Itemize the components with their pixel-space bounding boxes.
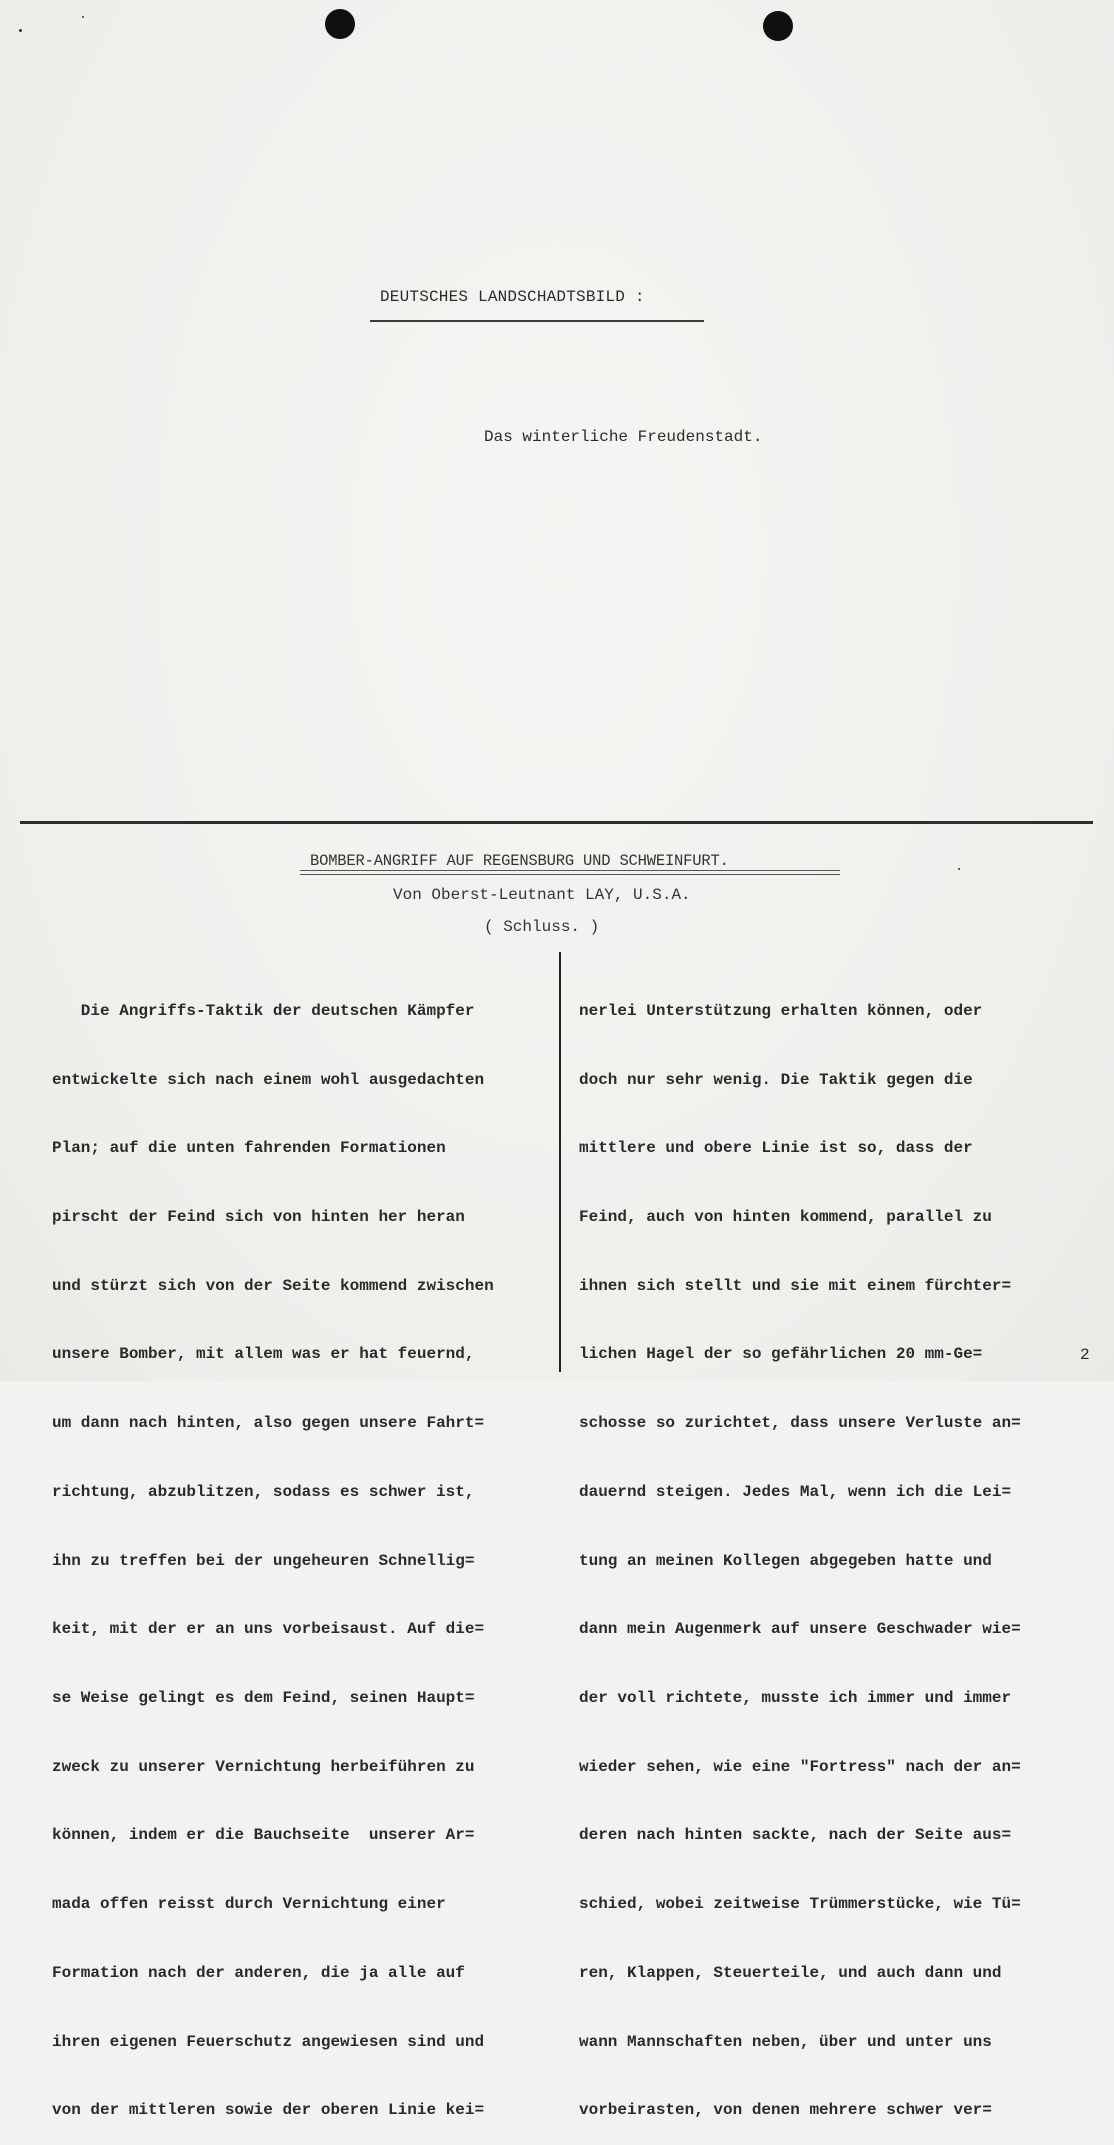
text-line: tung an meinen Kollegen abgegeben hatte und bbox=[579, 1551, 992, 1570]
ink-speck bbox=[19, 29, 22, 32]
text-line: doch nur sehr wenig. Die Taktik gegen die bbox=[579, 1070, 973, 1089]
text-line: entwickelte sich nach einem wohl ausgedachten bbox=[52, 1070, 485, 1089]
text-line: se Weise gelingt es dem Feind, seinen Haupt= bbox=[52, 1689, 475, 1707]
section-divider bbox=[20, 821, 1093, 824]
text-line: schied, wobei zeitweise Trümmerstücke, wie Tü= bbox=[579, 1895, 1021, 1914]
column-divider bbox=[559, 952, 561, 1372]
text-line: mittlere und obere Linie ist so, dass der bbox=[579, 1139, 973, 1158]
text-line: pirscht der Feind sich von hinten her heran bbox=[52, 1207, 465, 1226]
article-title: BOMBER-ANGRIFF AUF REGENSBURG UND SCHWEINFURT. bbox=[310, 852, 729, 870]
text-line: um dann nach hinten, also gegen unsere Fahrt= bbox=[52, 1414, 485, 1433]
image-caption: Das winterliche Freudenstadt. bbox=[484, 428, 763, 446]
text-line: keit, mit der er an uns vorbeisaust. Auf die= bbox=[52, 1620, 485, 1639]
text-line: schosse so zurichtet, dass unsere Verluste an= bbox=[579, 1414, 1021, 1433]
text-line: Formation nach der anderen, die ja alle auf bbox=[52, 1963, 465, 1982]
text-line: dann mein Augenmerk auf unsere Geschwader wie= bbox=[579, 1620, 1021, 1639]
text-line: richtung, abzublitzen, sodass es schwer ist, bbox=[52, 1482, 475, 1501]
page-number: 2 bbox=[1080, 1346, 1090, 1364]
text-line: lichen Hagel der so gefährlichen 20 mm-Ge= bbox=[579, 1345, 983, 1364]
text-line: von der mittleren sowie der oberen Linie kei= bbox=[52, 2101, 485, 2120]
heading-underline bbox=[370, 320, 704, 322]
text-line: nerlei Unterstützung erhalten können, oder bbox=[579, 1001, 983, 1020]
text-line: unsere Bomber, mit allem was er hat feuernd, bbox=[52, 1345, 475, 1364]
right-column bbox=[579, 954, 1021, 2145]
article-subtitle: ( Schluss. ) bbox=[484, 918, 600, 936]
ink-speck bbox=[958, 868, 960, 870]
text-line: deren nach hinten sackte, nach der Seite aus= bbox=[579, 1826, 1012, 1845]
text-line: Plan; auf die unten fahrenden Formationen bbox=[52, 1139, 446, 1158]
text-line: und stürzt sich von der Seite kommend zwischen bbox=[52, 1276, 494, 1295]
punch-hole-right bbox=[763, 11, 793, 41]
title-underline bbox=[300, 870, 840, 871]
text-line: ren, Klappen, Steuerteile, und auch dann und bbox=[579, 1963, 1002, 1982]
text-line: können, indem er die Bauchseite unserer Ar= bbox=[52, 1826, 475, 1845]
text-line: ihn zu treffen bei der ungeheuren Schnellig= bbox=[52, 1551, 475, 1570]
article-byline: Von Oberst-Leutnant LAY, U.S.A. bbox=[393, 886, 691, 904]
text-line: der voll richtete, musste ich immer und immer bbox=[579, 1689, 1012, 1707]
title-underline bbox=[300, 874, 840, 875]
punch-hole-left bbox=[325, 9, 355, 39]
text-line: ihren eigenen Feuerschutz angewiesen sind und bbox=[52, 2032, 485, 2051]
text-line: Die Angriffs-Taktik der deutschen Kämpfer bbox=[52, 1001, 475, 1020]
text-line: ihnen sich stellt und sie mit einem fürchter= bbox=[579, 1276, 1012, 1295]
section-heading: DEUTSCHES LANDSCHADTSBILD : bbox=[380, 288, 645, 306]
text-line: mada offen reisst durch Vernichtung einer bbox=[52, 1895, 446, 1914]
text-line: dauernd steigen. Jedes Mal, wenn ich die Lei= bbox=[579, 1482, 1012, 1501]
text-line: wann Mannschaften neben, über und unter uns bbox=[579, 2032, 992, 2051]
left-column bbox=[52, 954, 494, 2145]
text-line: zweck zu unserer Vernichtung herbeiführen zu bbox=[52, 1757, 475, 1776]
text-line: wieder sehen, wie eine "Fortress" nach der an= bbox=[579, 1757, 1021, 1776]
text-line: vorbeirasten, von denen mehrere schwer ver= bbox=[579, 2101, 992, 2120]
ink-speck bbox=[82, 16, 84, 18]
text-line: Feind, auch von hinten kommend, parallel zu bbox=[579, 1207, 992, 1226]
